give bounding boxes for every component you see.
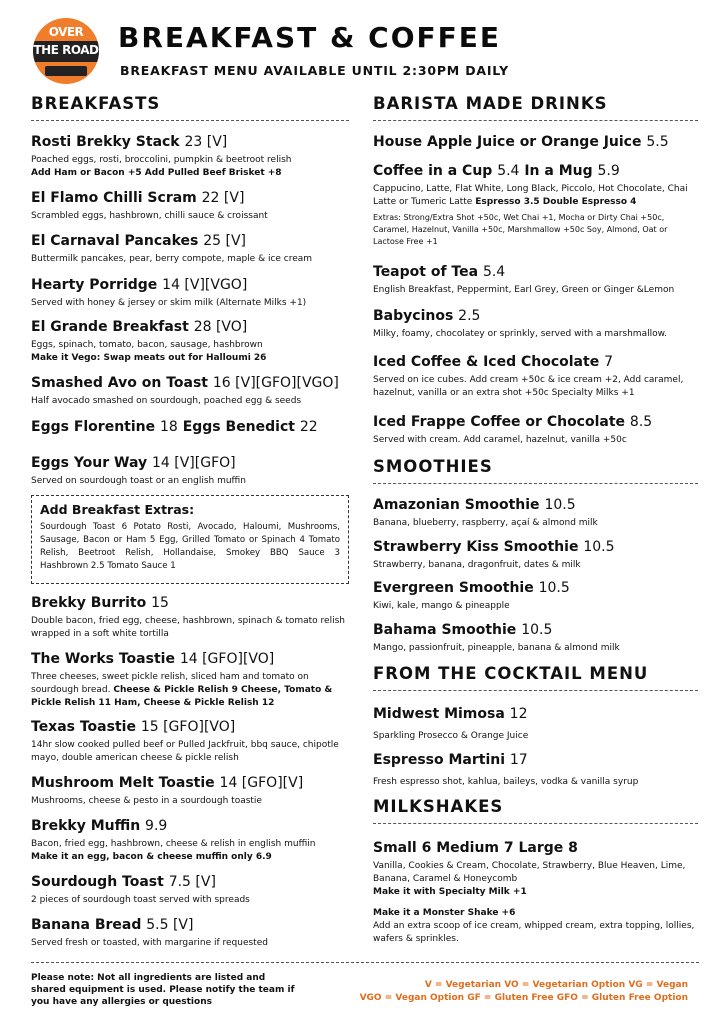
menu-item: Smashed Avo on Toast 16 [V][GFO][VGO] Half avocado smashed on sourdough, poached egg & seeds <box>31 375 339 406</box>
menu-item: El Flamo Chilli Scram 22 [V] Scrambled eggs, hashbrown, chilli sauce & croissant <box>31 190 268 221</box>
menu-item: Iced Frappe Coffee or Chocolate 8.5 Served with cream. Add caramel, hazelnut, vanilla +50c <box>373 414 653 445</box>
menu-item: Rosti Brekky Stack 23 [V] Poached eggs, rosti, broccolini, pumpkin & beetroot relish Add Ham or Bacon +5 Add Pulled Beef Brisket +8 <box>31 134 292 178</box>
allergy-note: Please note: Not all ingredients are listed and shared equipment is used. Please notify the team if you have any allergies or questions <box>31 973 295 1007</box>
menu-item: The Works Toastie 14 [GFO][VO] Three cheeses, sweet pickle relish, sliced ham and tomato on sourdough bread. Cheese & Pickle Relish 9 Cheese, Tomato & Pickle Relish 11 Ham, Cheese & Pickle Relish 12 <box>31 651 333 708</box>
menu-item: Eggs Florentine 18 Eggs Benedict 22 <box>31 419 318 435</box>
menu-item: Coffee in a Cup 5.4 In a Mug 5.9 Cappucino, Latte, Flat White, Long Black, Piccolo, Hot Chocolate, Chai Latte or Tumeric Latte Espresso 3.5 Double Espresso 4 Extras: Strong/Extra Shot +50c, Wet Chai +1, Mocha or Dirty Chai +50c, Caramel, Hazelnut, Vanilla +50c, Marshmallow +50c Soy, Almond, Oat or Lactose Free +1 <box>373 163 688 246</box>
logo-text-top: OVER <box>48 25 84 39</box>
menu-item: El Carnaval Pancakes 25 [V] Buttermilk pancakes, pear, berry compote, maple & ice cream <box>31 233 313 264</box>
menu-item: Brekky Burrito 15 Double bacon, fried egg, cheese, hashbrown, spinach & tomato relish wrapped in a soft white tortilla <box>31 595 345 639</box>
menu-item: Babycinos 2.5 Milky, foamy, chocolatey or sprinkly, served with a marshmallow. <box>373 308 667 339</box>
menu-item: Brekky Muffin 9.9 Bacon, fried egg, hashbrown, cheese & relish in english muffiin Make it an egg, bacon & cheese muffin only 6.9 <box>31 818 316 862</box>
smoothies-section <box>373 457 698 484</box>
milkshake-item: Small 6 Medium 7 Large 8 Vanilla, Cookies & Cream, Chocolate, Strawberry, Blue Heaven, Lime, Banana, Caramel & Honeycomb Make it with Specialty Milk +1 Make it a Monster Shake +6 Add an extra scoop of ice cream, whipped cream, extra topping, lollies, wafers & sprinkles. <box>373 840 695 944</box>
extras-title: Add Breakfast Extras: <box>40 502 195 517</box>
menu-item: Midwest Mimosa 12 Sparkling Prosecco & Orange Juice <box>373 706 529 741</box>
road-icon <box>45 66 87 76</box>
dietary-legend <box>360 979 688 1005</box>
section-heading-barista: BARISTA MADE DRINKS <box>373 94 608 113</box>
logo-text-bottom: THE ROAD <box>33 43 99 57</box>
menu-item: House Apple Juice or Orange Juice 5.5 <box>373 134 669 150</box>
menu-item: Strawberry Kiss Smoothie 10.5 Strawberry, banana, dragonfruit, dates & milk <box>373 539 615 570</box>
menu-item: Bahama Smoothie 10.5 Mango, passionfruit, pineapple, banana & almond milk <box>373 622 620 653</box>
legend-line-1: V = Vegetarian VO = Vegetarian Option VG = Vegan <box>424 980 688 990</box>
menu-item: Espresso Martini 17 Fresh espresso shot, kahlua, baileys, vodka & vanilla syrup <box>373 752 639 787</box>
breakfast-extras-box <box>31 495 349 584</box>
milkshakes-section <box>373 797 698 824</box>
drinks-column <box>373 94 698 964</box>
footer-divider <box>31 962 699 963</box>
section-heading-cocktails: FROM THE COCKTAIL MENU <box>373 664 649 683</box>
section-heading-smoothies: SMOOTHIES <box>373 457 493 476</box>
section-heading-milkshakes: MILKSHAKES <box>373 797 504 816</box>
page-title: BREAKFAST & COFFEE <box>118 21 502 54</box>
menu-item: Sourdough Toast 7.5 [V] 2 pieces of sourdough toast served with spreads <box>31 874 250 905</box>
menu-item: Texas Toastie 15 [GFO][VO] 14hr slow cooked pulled beef or Pulled Jackfruit, bbq sauce, chipotle mayo, double american cheese & pickle relish <box>31 719 339 763</box>
menu-item: Amazonian Smoothie 10.5 Banana, blueberry, raspberry, açaí & almond milk <box>373 497 598 528</box>
menu-item: Hearty Porridge 14 [V][VGO] Served with honey & jersey or skim milk (Alternate Milks +1) <box>31 277 307 308</box>
section-heading-breakfasts: BREAKFASTS <box>31 94 161 113</box>
extras-body: Sourdough Toast 6 Potato Rosti, Avocado, Haloumi, Mushrooms, Sausage, Bacon or Ham 5 Egg, Grilled Tomato or Spinach 4 Tomato Relish, Beetroot Relish, Hollandaise, Smokey BBQ Sauce 3 Hashbrown 2.5 Tomato Sauce 1 <box>40 522 340 571</box>
legend-line-2: VGO = Vegan Option GF = Gluten Free GFO = Gluten Free Option <box>359 993 688 1003</box>
menu-item: Eggs Your Way 14 [V][GFO] Served on sourdough toast or an english muffin <box>31 455 246 486</box>
breakfasts-column <box>31 94 349 964</box>
menu-item: Iced Coffee & Iced Chocolate 7 Served on ice cubes. Add cream +50c & ice cream +2, Add caramel, hazelnut, vanilla or an extra shot +50c Specialty Milks +1 <box>373 354 684 398</box>
page-subtitle: BREAKFAST MENU AVAILABLE UNTIL 2:30PM DAILY <box>120 63 509 78</box>
menu-item: Mushroom Melt Toastie 14 [GFO][V] Mushrooms, cheese & pesto in a sourdough toastie <box>31 775 304 806</box>
menu-item: Banana Bread 5.5 [V] Served fresh or toasted, with margarine if requested <box>31 917 268 948</box>
cocktails-section <box>373 664 698 691</box>
menu-item: El Grande Breakfast 28 [VO] Eggs, spinach, tomato, bacon, sausage, hashbrown Make it Vego: Swap meats out for Halloumi 26 <box>31 319 267 363</box>
over-the-road-logo <box>33 18 99 84</box>
menu-item: Evergreen Smoothie 10.5 Kiwi, kale, mango & pineapple <box>373 580 570 611</box>
menu-item: Teapot of Tea 5.4 English Breakfast, Peppermint, Earl Grey, Green or Ginger &Lemon <box>373 264 675 295</box>
